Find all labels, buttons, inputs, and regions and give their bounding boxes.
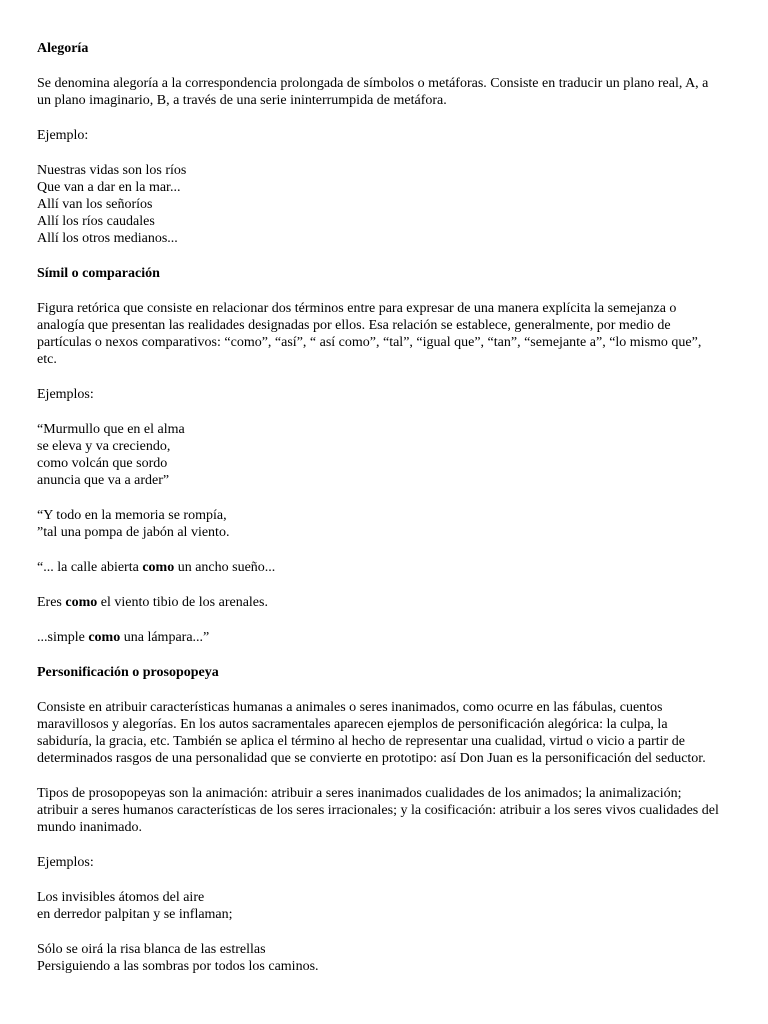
poem-line: Sólo se oirá la risa blanca de las estrellas	[37, 942, 266, 957]
text-fragment: Eres	[37, 595, 66, 610]
bold-word: como	[65, 595, 98, 610]
text-line: mundo inanimado.	[37, 820, 142, 835]
document-body	[37, 40, 737, 975]
poem-line: como volcán que sordo	[37, 456, 168, 471]
text-line: determinados rasgos de una personalidad que se convierte en prototipo: así Don Juan es la personificación del seductor.	[37, 751, 706, 766]
personificacion-paragraph-1	[37, 699, 737, 767]
poem-line: se eleva y va creciendo,	[37, 439, 171, 454]
text-fragment: un ancho sueño...	[174, 560, 276, 575]
example-label: Ejemplo:	[37, 128, 89, 143]
text-fragment: ...simple	[37, 630, 89, 645]
text-line: analogía que presentan las realidades designadas por ellos. Esa relación se establece, generalmente, por medio de	[37, 318, 671, 333]
example-label: Ejemplos:	[37, 855, 94, 870]
section-heading-personificacion: Personificación o prosopopeya	[37, 665, 219, 680]
simil-example-4	[37, 594, 737, 611]
text-fragment: el viento tibio de los arenales.	[97, 595, 268, 610]
text-line: Tipos de prosopopeyas son la animación: atribuir a seres inanimados cualidades de los animados; la animalización;	[37, 786, 682, 801]
text-line: partículas o nexos comparativos: “como”, “así”, “ así como”, “tal”, “igual que”, “tan”, “semejante a”, “lo mismo que”,	[37, 335, 702, 350]
poem-line: “Y todo en la memoria se rompía,	[37, 508, 227, 523]
text-fragment: una lámpara...”	[120, 630, 210, 645]
poem-line: Allí los ríos caudales	[37, 214, 155, 229]
simil-paragraph	[37, 300, 737, 368]
text-line: maravillosos y alegorías. En los autos sacramentales aparecen ejemplos de personificación alegórica: la culpa, la	[37, 717, 668, 732]
poem-line: “Murmullo que en el alma	[37, 422, 185, 437]
simil-poem-2	[37, 507, 737, 541]
simil-poem-1	[37, 421, 737, 489]
alegoria-paragraph	[37, 75, 737, 109]
personificacion-poem-2	[37, 941, 737, 975]
section-heading-simil: Símil o comparación	[37, 266, 160, 281]
poem-line: anuncia que va a arder”	[37, 473, 170, 488]
personificacion-paragraph-2	[37, 785, 737, 836]
text-line: Se denomina alegoría a la correspondencia prolongada de símbolos o metáforas. Consiste en traducir un plano real, A, a	[37, 76, 709, 91]
text-line: Figura retórica que consiste en relacionar dos términos entre para expresar de una manera explícita la semejanza o	[37, 301, 677, 316]
text-line: un plano imaginario, B, a través de una serie ininterrumpida de metáfora.	[37, 93, 447, 108]
simil-example-3	[37, 559, 737, 576]
text-line: atribuir a seres humanos características de los seres irracionales; y la cosificación: atribuir a los seres vivos cualidades del	[37, 803, 719, 818]
section-heading-alegoria: Alegoría	[37, 41, 89, 56]
poem-line: Persiguiendo a las sombras por todos los caminos.	[37, 959, 319, 974]
poem-line: Los invisibles átomos del aire	[37, 890, 205, 905]
text-line: Consiste en atribuir características humanas a animales o seres inanimados, como ocurre en las fábulas, cuentos	[37, 700, 663, 715]
alegoria-poem	[37, 162, 737, 247]
poem-line: Allí van los señoríos	[37, 197, 153, 212]
bold-word: como	[88, 630, 121, 645]
text-line: sabiduría, la gracia, etc. También se aplica el término al hecho de representar una cualidad, virtud o vicio a partir de	[37, 734, 685, 749]
poem-line: en derredor palpitan y se inflaman;	[37, 907, 233, 922]
poem-line: ”tal una pompa de jabón al viento.	[37, 525, 230, 540]
poem-line: Nuestras vidas son los ríos	[37, 163, 187, 178]
text-line: etc.	[37, 352, 57, 367]
example-label: Ejemplos:	[37, 387, 94, 402]
personificacion-poem-1	[37, 889, 737, 923]
poem-line: Que van a dar en la mar...	[37, 180, 181, 195]
text-fragment: “... la calle abierta	[37, 560, 143, 575]
bold-word: como	[142, 560, 175, 575]
simil-example-5	[37, 629, 737, 646]
poem-line: Allí los otros medianos...	[37, 231, 178, 246]
